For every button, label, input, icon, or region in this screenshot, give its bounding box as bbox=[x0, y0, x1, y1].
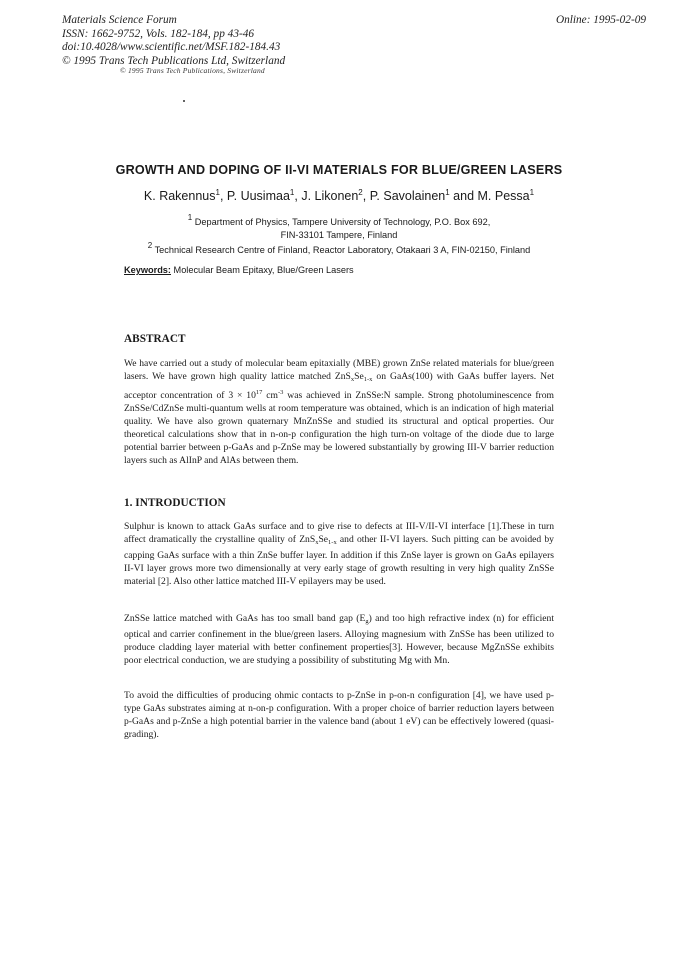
small-copyright: © 1995 Trans Tech Publications, Switzerland bbox=[120, 66, 265, 75]
author: M. Pessa$^1$ bbox=[477, 188, 535, 203]
affiliation-2: $^2$ Technical Research Centre of Finland, Reactor Laboratory, Otakaari 3 A, FIN-02150, Finland bbox=[147, 241, 531, 255]
intro-paragraph-1: Sulphur is known to attack GaAs surface and to give rise to defects at III-V/II-VI interface [1].These in turn affect dramatically the crystalline quality of $ZnS_xSe_{1-x}$ and other II-VI layers. Such pitting can be avoided by capping GaAs surface with a thin ZnSe buffer layer. In addition if this ZnSe layer is grown on GaAs epilayers II-VI layer grows more two dimensionally at very early stage of growth resulting in very high quality ZnSSe material [2]. Also other lattice matched III-V epilayers may be used. bbox=[124, 521, 554, 587]
author: P. Savolainen$^1$ and bbox=[369, 188, 478, 203]
intro-paragraph-3: To avoid the difficulties of producing ohmic contacts to p-ZnSe in p-on-n configuration [4], we have used p-type GaAs substrates aiming at n-on-p configuration. With a proper choice of barrier reduction layers between p-GaAs and p-ZnSe a high potential barrier in the valence band (about 1 eV) can be effectively lowered (quasi-grading). bbox=[124, 690, 554, 740]
paper-title: GROWTH AND DOPING OF II-VI MATERIALS FOR BLUE/GREEN LASERS bbox=[115, 163, 563, 177]
author: P. Uusimaa$^1$, bbox=[226, 188, 302, 203]
journal-name: Materials Science Forum bbox=[62, 14, 177, 26]
intro-paragraph-2: ZnSSe lattice matched with GaAs has too small band gap $(E_g)$ and too high refractive index (n) for efficient optical and carrier confinement in the blue/green lasers. Alloying magnesium with ZnSSe has been utilized to produce cladding layer material with better confinement properties[3]. However, because MgZnSSe exhibits poor electrical conduction, we are studying a possibility of substituting Mg with Mn. bbox=[124, 613, 555, 666]
abstract-text: We have carried out a study of molecular beam epitaxially (MBE) grown ZnSe related materials for blue/green lasers. We have grown high quality lattice matched $ZnS_xSe_{1-x}$ on GaAs(100) with GaAs buffer layers. Net acceptor concentration of $3 \times 10^{17}$ $cm^{-3}$ was achieved in ZnSSe:N sample. Strong photoluminescence from ZnSSe/CdZnSe multi-quantum wells at room temperature was obtained, which is an indication of high material quality. We have also grown quaternary MnZnSSe and studied its structural and optical properties. Our theoretical calculations show that in n-on-p configuration the high turn-on voltage of the diode due to large potential barrier between p-GaAs and p-ZnSe may be lowered substantially by growing III-V barrier reduction layers such as AlInP and AlAs between them. bbox=[124, 358, 554, 466]
abstract-heading: ABSTRACT bbox=[124, 333, 186, 345]
keywords bbox=[124, 265, 354, 275]
introduction-heading: 1. INTRODUCTION bbox=[124, 497, 226, 509]
affiliation-1: $^1$ Department of Physics, Tampere University of Technology, P.O. Box 692, FIN-33101 Tampere, Finland bbox=[187, 213, 491, 240]
author: K. Rakennus$^1$, bbox=[143, 188, 227, 203]
keywords-text: Molecular Beam Epitaxy, Blue/Green Lasers bbox=[173, 265, 354, 275]
author: J. Likonen$^2$, bbox=[301, 188, 370, 203]
online-date: Online: 1995-02-09 bbox=[555, 14, 646, 26]
keywords-label: Keywords: bbox=[124, 265, 171, 275]
stray-dot bbox=[183, 100, 185, 102]
journal-header bbox=[62, 14, 285, 68]
issn-line: ISSN: 1662-9752, Vols. 182-184, pp 43-46 bbox=[62, 27, 255, 40]
author-list bbox=[0, 188, 678, 203]
copyright-line: © 1995 Trans Tech Publications Ltd, Switzerland bbox=[62, 54, 286, 67]
doi-line: doi:10.4028/www.scientific.net/MSF.182-184.43 bbox=[62, 41, 281, 53]
